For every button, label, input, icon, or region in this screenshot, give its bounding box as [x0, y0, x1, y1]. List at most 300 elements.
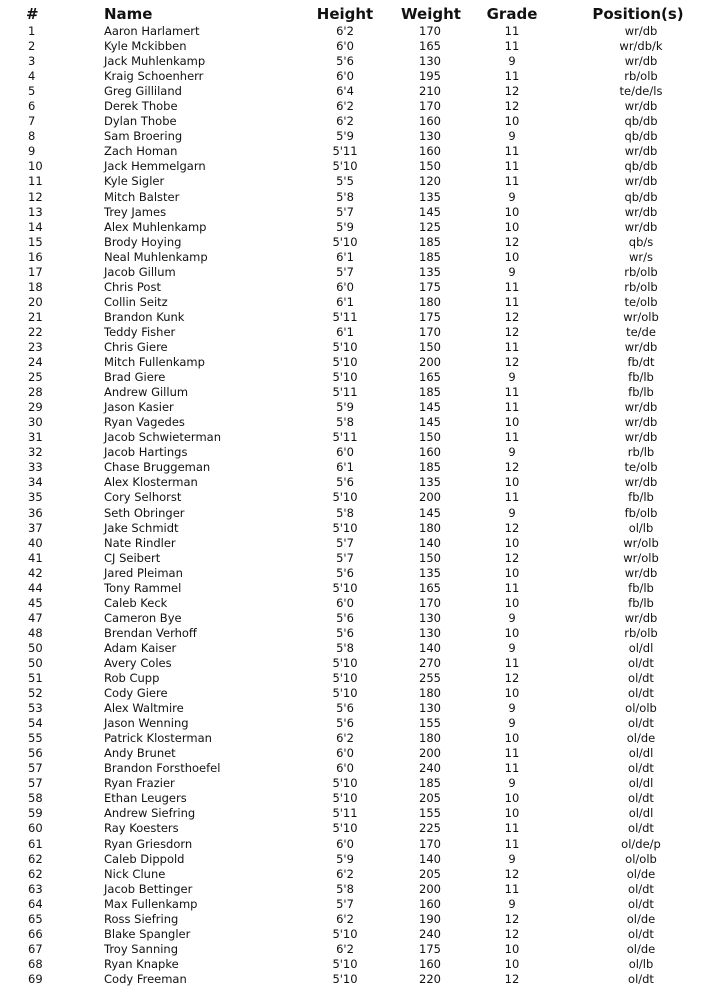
player-height: 5'7 — [336, 896, 354, 911]
player-number: 41 — [28, 550, 43, 565]
player-name: Ryan Griesdorn — [104, 836, 193, 851]
player-height: 5'6 — [336, 716, 354, 731]
player-height: 5'10 — [332, 370, 358, 385]
player-height: 6'2 — [336, 114, 354, 129]
table-row — [0, 791, 708, 806]
player-number: 7 — [28, 114, 36, 129]
player-name: Andy Brunet — [104, 746, 176, 761]
player-position: ol/dt — [628, 896, 654, 911]
player-grade: 11 — [504, 761, 520, 776]
player-grade: 11 — [504, 144, 520, 159]
roster-table — [0, 4, 708, 987]
player-position: ol/dt — [628, 821, 654, 836]
player-height: 5'10 — [332, 234, 358, 249]
table-row — [0, 355, 708, 370]
player-height: 5'9 — [336, 851, 354, 866]
player-grade: 11 — [504, 655, 520, 670]
player-grade: 11 — [504, 580, 520, 595]
player-position: ol/dt — [628, 671, 654, 686]
player-grade: 10 — [504, 806, 520, 821]
player-weight: 210 — [419, 84, 441, 99]
player-weight: 120 — [419, 174, 441, 189]
player-grade: 10 — [504, 731, 520, 746]
player-position: wr/olb — [623, 550, 659, 565]
player-name: Derek Thobe — [104, 99, 178, 114]
player-name: Patrick Klosterman — [104, 731, 212, 746]
player-height: 5'8 — [336, 505, 354, 520]
player-weight: 160 — [419, 114, 441, 129]
player-number: 68 — [28, 956, 43, 971]
player-name: Adam Kaiser — [104, 640, 177, 655]
player-name: Jared Pleiman — [104, 565, 183, 580]
player-height: 5'10 — [332, 671, 358, 686]
player-height: 5'10 — [332, 159, 358, 174]
player-number: 5 — [28, 84, 36, 99]
player-grade: 10 — [504, 565, 520, 580]
player-position: wr/db — [624, 475, 658, 490]
player-position: ol/dt — [628, 791, 654, 806]
player-number: 2 — [28, 39, 36, 54]
player-name: Sam Broering — [104, 129, 183, 144]
player-grade: 9 — [508, 776, 516, 791]
player-grade: 12 — [504, 460, 520, 475]
player-number: 6 — [28, 99, 36, 114]
player-number: 21 — [28, 309, 43, 324]
player-grade: 12 — [504, 971, 520, 986]
header-positions: Position(s) — [592, 5, 684, 23]
header-name: Name — [104, 5, 153, 23]
player-height: 5'5 — [336, 174, 354, 189]
player-grade: 10 — [504, 535, 520, 550]
player-height: 6'1 — [336, 249, 354, 264]
player-name: Mitch Fullenkamp — [104, 355, 205, 370]
player-grade: 10 — [504, 686, 520, 701]
player-number: 9 — [28, 144, 36, 159]
player-name: Blake Spangler — [104, 926, 191, 941]
player-height: 6'1 — [336, 294, 354, 309]
table-row — [0, 671, 708, 686]
table-row — [0, 490, 708, 505]
player-name: Brad Giere — [104, 370, 166, 385]
table-row — [0, 205, 708, 220]
player-grade: 11 — [504, 174, 520, 189]
player-position: rb/olb — [624, 279, 658, 294]
player-position: ol/de/p — [621, 836, 661, 851]
player-name: CJ Seibert — [104, 550, 161, 565]
table-row — [0, 174, 708, 189]
player-weight: 145 — [419, 400, 441, 415]
player-number: 57 — [28, 761, 43, 776]
player-number: 45 — [28, 595, 43, 610]
table-row — [0, 641, 708, 656]
player-weight: 195 — [419, 69, 441, 84]
table-row — [0, 24, 708, 39]
table-row — [0, 611, 708, 626]
player-grade: 11 — [504, 746, 520, 761]
player-position: wr/db — [624, 24, 658, 38]
player-position: ol/dt — [628, 881, 654, 896]
player-number: 14 — [28, 219, 43, 234]
player-height: 6'0 — [336, 761, 354, 776]
player-number: 35 — [28, 490, 43, 505]
player-position: ol/dt — [628, 926, 654, 941]
player-weight: 170 — [419, 99, 441, 114]
table-row — [0, 942, 708, 957]
player-height: 6'2 — [336, 941, 354, 956]
player-position: qb/s — [628, 234, 654, 249]
player-grade: 12 — [504, 911, 520, 926]
player-position: fb/dt — [627, 355, 655, 370]
player-name: Chris Giere — [104, 339, 168, 354]
player-name: Jack Hemmelgarn — [104, 159, 206, 174]
player-number: 36 — [28, 505, 43, 520]
player-grade: 12 — [504, 926, 520, 941]
player-grade: 11 — [504, 339, 520, 354]
player-height: 5'10 — [332, 956, 358, 971]
player-position: fb/lb — [628, 490, 654, 505]
player-name: Brendan Verhoff — [104, 625, 197, 640]
player-number: 53 — [28, 701, 43, 716]
player-position: fb/lb — [628, 370, 654, 385]
player-grade: 10 — [504, 625, 520, 640]
header-grade: Grade — [486, 5, 538, 23]
player-weight: 240 — [419, 926, 441, 941]
player-weight: 150 — [419, 430, 441, 445]
player-number: 34 — [28, 475, 43, 490]
player-number: 48 — [28, 625, 43, 640]
player-position: wr/db — [624, 610, 658, 625]
player-height: 5'10 — [332, 520, 358, 535]
table-row — [0, 265, 708, 280]
table-row — [0, 190, 708, 205]
player-height: 6'0 — [336, 836, 354, 851]
player-number: 60 — [28, 821, 43, 836]
player-name: Jacob Bettinger — [104, 881, 193, 896]
player-height: 5'8 — [336, 415, 354, 430]
player-name: Caleb Dippold — [104, 851, 185, 866]
table-row — [0, 837, 708, 852]
player-position: qb/db — [624, 189, 658, 204]
table-row — [0, 656, 708, 671]
player-weight: 135 — [419, 189, 441, 204]
player-name: Ross Siefring — [104, 911, 179, 926]
player-name: Troy Sanning — [104, 941, 179, 956]
player-position: ol/dl — [628, 806, 654, 821]
table-row — [0, 39, 708, 54]
player-number: 42 — [28, 565, 43, 580]
player-grade: 11 — [504, 279, 520, 294]
player-name: Neal Muhlenkamp — [104, 249, 208, 264]
player-position: ol/dt — [628, 686, 654, 701]
player-grade: 11 — [504, 400, 520, 415]
player-name: Aaron Harlamert — [104, 24, 200, 38]
table-row — [0, 159, 708, 174]
player-height: 6'0 — [336, 445, 354, 460]
table-row — [0, 626, 708, 641]
player-number: 57 — [28, 776, 43, 791]
player-position: rb/lb — [627, 445, 655, 460]
player-weight: 180 — [419, 731, 441, 746]
player-grade: 11 — [504, 881, 520, 896]
player-position: wr/db — [624, 144, 658, 159]
player-name: Cody Giere — [104, 686, 168, 701]
table-row — [0, 430, 708, 445]
table-row — [0, 415, 708, 430]
player-grade: 12 — [504, 84, 520, 99]
player-number: 56 — [28, 746, 43, 761]
table-row — [0, 475, 708, 490]
player-grade: 10 — [504, 791, 520, 806]
player-weight: 155 — [419, 716, 441, 731]
player-name: Alex Klosterman — [104, 475, 198, 490]
player-height: 5'9 — [336, 129, 354, 144]
player-weight: 175 — [419, 941, 441, 956]
player-grade: 12 — [504, 550, 520, 565]
player-weight: 125 — [419, 219, 441, 234]
player-grade: 9 — [508, 851, 516, 866]
player-name: Ryan Frazier — [104, 776, 175, 791]
player-name: Chris Post — [104, 279, 161, 294]
player-weight: 135 — [419, 565, 441, 580]
player-weight: 160 — [419, 445, 441, 460]
player-number: 33 — [28, 460, 43, 475]
player-position: wr/s — [629, 249, 653, 264]
player-name: Nick Clune — [104, 866, 166, 881]
player-number: 29 — [28, 400, 43, 415]
table-row — [0, 746, 708, 761]
player-weight: 255 — [419, 671, 441, 686]
player-weight: 170 — [419, 324, 441, 339]
player-height: 6'0 — [336, 595, 354, 610]
player-weight: 200 — [419, 881, 441, 896]
player-weight: 205 — [419, 866, 441, 881]
player-grade: 12 — [504, 866, 520, 881]
player-height: 5'10 — [332, 791, 358, 806]
table-row — [0, 445, 708, 460]
player-height: 5'10 — [332, 821, 358, 836]
table-row — [0, 686, 708, 701]
player-name: Avery Coles — [104, 655, 172, 670]
player-grade: 12 — [504, 671, 520, 686]
player-weight: 200 — [419, 490, 441, 505]
player-position: wr/olb — [623, 535, 659, 550]
player-number: 37 — [28, 520, 43, 535]
table-row — [0, 280, 708, 295]
player-height: 5'8 — [336, 881, 354, 896]
player-name: Jack Muhlenkamp — [104, 54, 206, 69]
player-grade: 11 — [504, 385, 520, 400]
player-number: 52 — [28, 686, 43, 701]
player-number: 10 — [28, 159, 43, 174]
player-grade: 9 — [508, 896, 516, 911]
player-name: Brody Hoying — [104, 234, 182, 249]
player-height: 5'11 — [332, 385, 358, 400]
table-row — [0, 385, 708, 400]
player-name: Collin Seitz — [104, 294, 168, 309]
player-grade: 9 — [508, 189, 516, 204]
player-grade: 10 — [504, 219, 520, 234]
player-position: wr/db — [624, 99, 658, 114]
player-position: ol/lb — [628, 520, 654, 535]
table-body — [0, 24, 708, 987]
player-number: 55 — [28, 731, 43, 746]
player-height: 5'6 — [336, 565, 354, 580]
player-grade: 10 — [504, 475, 520, 490]
header-weight: Weight — [401, 5, 461, 23]
player-height: 5'7 — [336, 264, 354, 279]
header-height: Height — [316, 5, 374, 23]
player-number: 15 — [28, 234, 43, 249]
table-row — [0, 596, 708, 611]
player-number: 66 — [28, 926, 43, 941]
table-row — [0, 325, 708, 340]
table-header — [0, 4, 708, 24]
player-grade: 10 — [504, 204, 520, 219]
player-position: ol/dt — [628, 971, 654, 986]
player-position: te/de — [626, 324, 656, 339]
player-grade: 12 — [504, 309, 520, 324]
player-position: ol/dl — [628, 640, 654, 655]
player-weight: 180 — [419, 520, 441, 535]
table-row — [0, 84, 708, 99]
table-row — [0, 400, 708, 415]
table-row — [0, 99, 708, 114]
table-row — [0, 340, 708, 355]
player-position: qb/db — [624, 129, 658, 144]
header-number: # — [26, 5, 39, 23]
player-position: ol/dl — [628, 746, 654, 761]
player-position: wr/db — [624, 204, 658, 219]
player-number: 50 — [28, 640, 43, 655]
player-height: 5'7 — [336, 535, 354, 550]
table-row — [0, 852, 708, 867]
player-number: 59 — [28, 806, 43, 821]
player-height: 5'10 — [332, 490, 358, 505]
player-height: 5'10 — [332, 355, 358, 370]
player-number: 50 — [28, 655, 43, 670]
player-number: 61 — [28, 836, 43, 851]
player-weight: 130 — [419, 129, 441, 144]
player-height: 6'2 — [336, 866, 354, 881]
player-name: Jacob Hartings — [104, 445, 188, 460]
table-row — [0, 114, 708, 129]
player-position: ol/dt — [628, 655, 654, 670]
player-height: 5'9 — [336, 219, 354, 234]
player-height: 5'6 — [336, 610, 354, 625]
player-weight: 140 — [419, 851, 441, 866]
player-number: 69 — [28, 971, 43, 986]
player-name: Cody Freeman — [104, 971, 187, 986]
player-grade: 11 — [504, 294, 520, 309]
player-weight: 175 — [419, 279, 441, 294]
player-grade: 12 — [504, 234, 520, 249]
player-height: 6'0 — [336, 279, 354, 294]
player-position: wr/db — [624, 339, 658, 354]
player-weight: 150 — [419, 339, 441, 354]
player-number: 28 — [28, 385, 43, 400]
player-height: 6'4 — [336, 84, 354, 99]
table-row — [0, 370, 708, 385]
player-number: 67 — [28, 941, 43, 956]
player-height: 6'0 — [336, 69, 354, 84]
player-position: wr/db — [624, 174, 658, 189]
player-name: Ryan Vagedes — [104, 415, 185, 430]
player-name: Mitch Balster — [104, 189, 180, 204]
player-grade: 9 — [508, 445, 516, 460]
player-name: Caleb Keck — [104, 595, 168, 610]
table-row — [0, 69, 708, 84]
player-name: Rob Cupp — [104, 671, 160, 686]
player-position: wr/db — [624, 54, 658, 69]
player-name: Zach Homan — [104, 144, 178, 159]
player-position: ol/dl — [628, 776, 654, 791]
player-weight: 160 — [419, 896, 441, 911]
player-number: 32 — [28, 445, 43, 460]
player-number: 18 — [28, 279, 43, 294]
player-position: te/de/ls — [619, 84, 663, 99]
player-name: Ryan Knapke — [104, 956, 179, 971]
player-height: 6'0 — [336, 39, 354, 54]
player-position: wr/db/k — [619, 39, 663, 54]
player-name: Jacob Gillum — [104, 264, 176, 279]
player-height: 5'10 — [332, 339, 358, 354]
player-number: 51 — [28, 671, 43, 686]
player-grade: 10 — [504, 595, 520, 610]
player-position: wr/db — [624, 415, 658, 430]
player-grade: 9 — [508, 54, 516, 69]
player-number: 54 — [28, 716, 43, 731]
player-weight: 270 — [419, 655, 441, 670]
player-name: Alex Waltmire — [104, 701, 184, 716]
player-position: te/olb — [624, 460, 658, 475]
player-height: 5'6 — [336, 54, 354, 69]
player-name: Cameron Bye — [104, 610, 182, 625]
player-height: 5'8 — [336, 189, 354, 204]
player-name: Kyle Sigler — [104, 174, 165, 189]
player-number: 44 — [28, 580, 43, 595]
player-position: fb/lb — [628, 595, 654, 610]
player-weight: 170 — [419, 836, 441, 851]
player-height: 6'1 — [336, 324, 354, 339]
table-row — [0, 566, 708, 581]
player-name: Greg Gilliland — [104, 84, 182, 99]
player-name: Brandon Forsthoefel — [104, 761, 221, 776]
player-weight: 190 — [419, 911, 441, 926]
player-weight: 155 — [419, 806, 441, 821]
player-position: ol/olb — [625, 851, 657, 866]
player-number: 24 — [28, 355, 43, 370]
table-row — [0, 761, 708, 776]
player-name: Alex Muhlenkamp — [104, 219, 207, 234]
player-number: 11 — [28, 174, 43, 189]
player-weight: 130 — [419, 625, 441, 640]
player-weight: 145 — [419, 415, 441, 430]
player-grade: 11 — [504, 39, 520, 54]
player-position: rb/olb — [624, 625, 658, 640]
table-row — [0, 220, 708, 235]
player-weight: 165 — [419, 39, 441, 54]
table-row — [0, 806, 708, 821]
player-number: 13 — [28, 204, 43, 219]
player-number: 63 — [28, 881, 43, 896]
player-grade: 12 — [504, 520, 520, 535]
table-row — [0, 776, 708, 791]
player-number: 8 — [28, 129, 36, 144]
table-row — [0, 460, 708, 475]
table-row — [0, 821, 708, 836]
player-grade: 12 — [504, 99, 520, 114]
player-number: 62 — [28, 851, 43, 866]
